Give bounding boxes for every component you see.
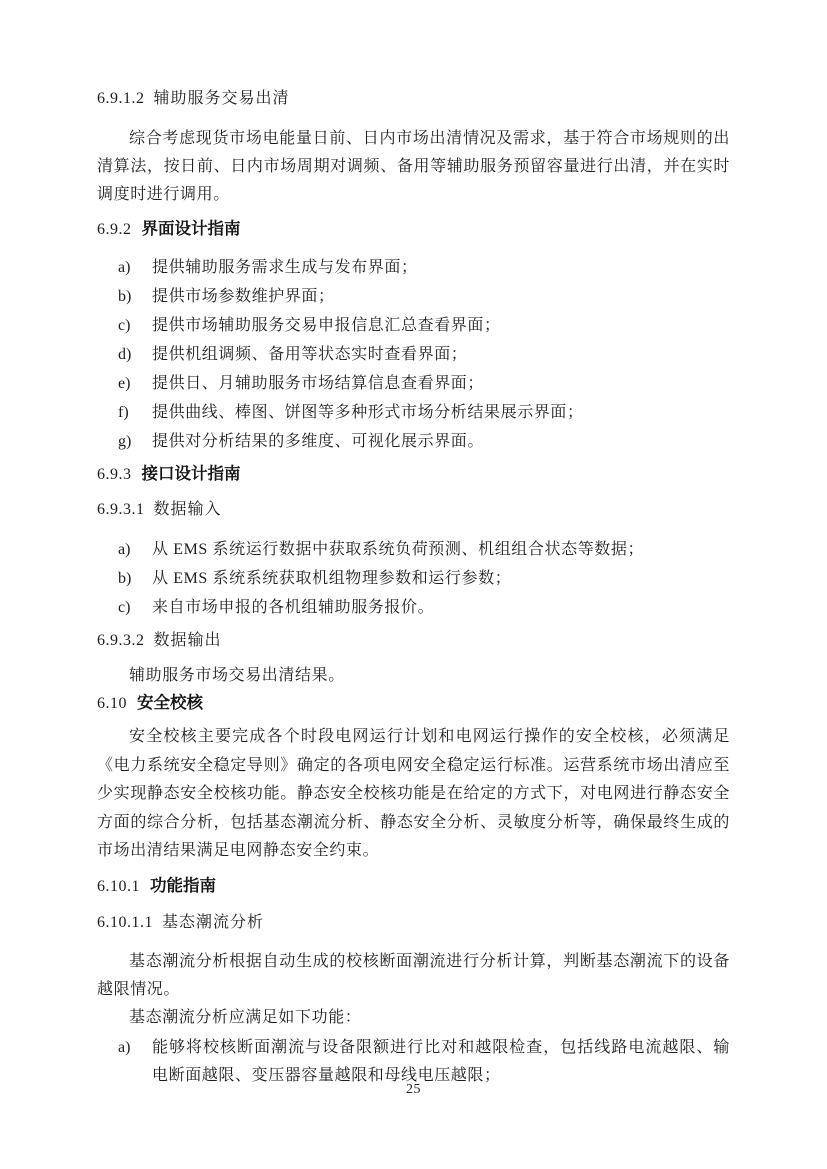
- list-item-text: 提供曲线、棒图、饼图等多种形式市场分析结果展示界面；: [152, 404, 584, 421]
- heading-number: 6.10.1: [97, 877, 140, 895]
- list-item: [97, 283, 730, 311]
- paragraph-base-power-flow: 基态潮流分析根据自动生成的校核断面潮流进行分析计算，判断基态潮流下的设备越限情况。: [97, 952, 730, 998]
- list-item-text: 从 EMS 系统运行数据中获取系统负荷预测、机组组合状态等数据；: [152, 541, 645, 558]
- list-item-marker: b): [118, 288, 132, 305]
- heading-6-10-1: [97, 875, 730, 898]
- heading-6-10: [97, 692, 730, 715]
- list-item-text: 提供机组调频、备用等状态实时查看界面；: [152, 346, 468, 363]
- paragraph-security-check: 安全校核主要完成各个时段电网运行计划和电网运行操作的安全校核，必须满足《电力系统安全稳定导则》确定的各项电网安全稳定运行标准。运营系统市场出清应至少实现静态安全校核功能。静态安全校核功能是在给定的方式下，对电网进行静态安全方面的综合分析，包括基态潮流分析、静态安全分析、灵敏度分析等，确保最终生成的市场出清结果满足电网静态安全约束。: [97, 728, 730, 859]
- heading-number: 6.10.1.1: [97, 913, 153, 931]
- list-item-text: 从 EMS 系统系统获取机组物理参数和运行参数；: [152, 570, 512, 587]
- list-item: [97, 370, 730, 398]
- list-item-marker: e): [118, 375, 131, 392]
- list-item: [97, 536, 730, 564]
- list-item-text: 能够将校核断面潮流与设备限额进行比对和越限检查，包括线路电流越限、输电断面越限、变压器容量越限和母线电压越限；: [152, 1038, 730, 1084]
- list-item-marker: g): [118, 433, 132, 450]
- heading-title: 数据输出: [153, 632, 222, 649]
- list-item-marker: a): [118, 541, 131, 558]
- heading-title: 功能指南: [150, 875, 216, 895]
- heading-title: 安全校核: [137, 693, 203, 712]
- document-body: [97, 0, 730, 1091]
- list-item: [97, 428, 730, 456]
- heading-number: 6.10: [97, 695, 127, 712]
- paragraph-ancillary-clearing: 综合考虑现货市场电能量日前、日内市场出清情况及需求，基于符合市场规则的出清算法，按日前、日内市场周期对调频、备用等辅助服务预留容量进行出清，并在实时调度时进行调用。: [97, 130, 730, 203]
- list-item-text: 提供日、月辅助服务市场结算信息查看界面；: [152, 375, 485, 392]
- list-item: [97, 341, 730, 369]
- list-item-marker: c): [118, 599, 131, 616]
- heading-6-9-3: [97, 463, 730, 486]
- heading-title: 界面设计指南: [141, 219, 241, 238]
- list-item-text: 提供市场辅助服务交易申报信息汇总查看界面；: [152, 317, 501, 334]
- list-item-marker: a): [118, 259, 131, 276]
- heading-6-9-2: [97, 218, 730, 241]
- paragraph-function-intro: 基态潮流分析应满足如下功能：: [129, 1008, 362, 1026]
- heading-number: 6.9.2: [97, 221, 132, 238]
- heading-title: 辅助服务交易出清: [153, 90, 290, 107]
- list-item-marker: d): [118, 346, 132, 363]
- list-item-text: 提供市场参数维护界面；: [152, 288, 335, 305]
- list-item: [97, 594, 730, 622]
- heading-number: 6.9.3.1: [97, 501, 145, 518]
- list-item-text: 提供辅助服务需求生成与发布界面；: [152, 259, 418, 276]
- list-item-text: 来自市场申报的各机组辅助服务报价。: [152, 599, 435, 616]
- list-item-marker: c): [118, 317, 131, 334]
- heading-6-9-3-2: [97, 630, 730, 652]
- list-item: [97, 312, 730, 340]
- page-footer: [0, 1082, 827, 1098]
- heading-6-9-1-2: [97, 88, 730, 110]
- list-item: [97, 254, 730, 282]
- list-item-marker: b): [118, 570, 132, 587]
- heading-title: 基态潮流分析: [162, 913, 265, 931]
- heading-number: 6.9.1.2: [97, 90, 145, 107]
- list-item-marker: f): [118, 404, 129, 421]
- list-item-text: 提供对分析结果的多维度、可视化展示界面。: [152, 433, 485, 450]
- list-item: [97, 399, 730, 427]
- heading-title: 数据输入: [153, 501, 222, 518]
- heading-number: 6.9.3.2: [97, 632, 145, 649]
- page-number: 25: [406, 1082, 421, 1097]
- heading-number: 6.9.3: [97, 466, 132, 483]
- paragraph-data-output: 辅助服务市场交易出清结果。: [129, 667, 345, 684]
- heading-title: 接口设计指南: [141, 464, 241, 483]
- list-item: [97, 565, 730, 593]
- heading-6-9-3-1: [97, 499, 730, 521]
- heading-6-10-1-1: [97, 912, 730, 934]
- list-item-marker: a): [118, 1038, 131, 1056]
